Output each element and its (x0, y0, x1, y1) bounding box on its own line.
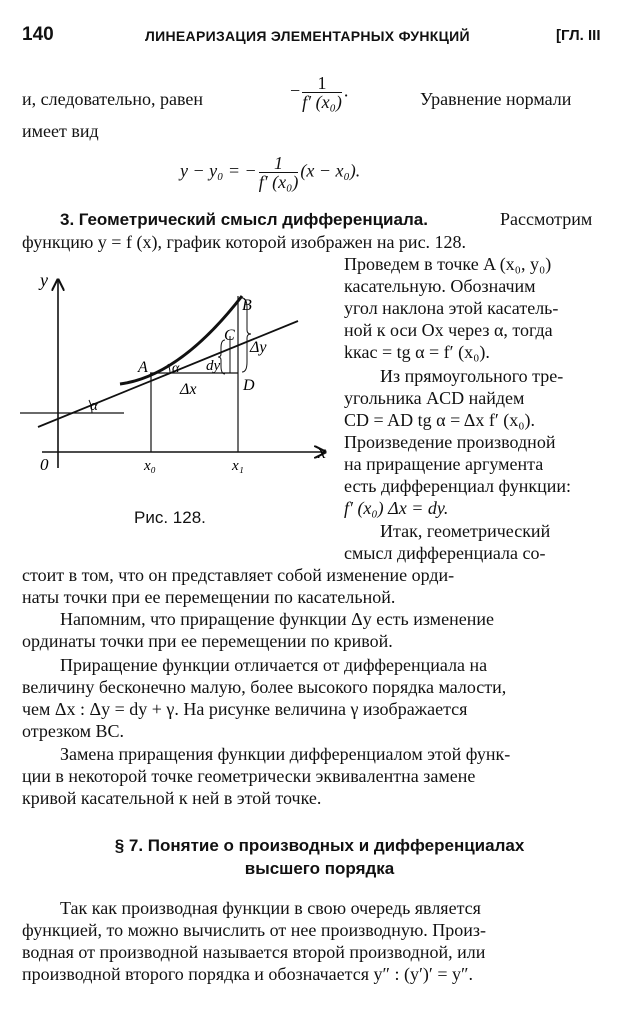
p2-line-2: чем Δx : Δy = dy + γ. На рисунке величина γ изображается (22, 699, 468, 719)
p1-line-0: Напомним, что приращение функции Δy есть изменение (60, 609, 494, 629)
s7-line-3: производной второго порядка и обозначается y″ : (y′)′ = y″. (22, 964, 474, 984)
label-delta-y: Δy (250, 339, 267, 356)
label-x: x (318, 442, 326, 462)
s3-line-17: наты точки при ее перемещении по касательной. (22, 587, 396, 607)
label-D: D (243, 377, 255, 394)
intro-line-1b: Уравнение нормали (420, 89, 572, 109)
intro-line-2: имеет вид (22, 121, 99, 141)
normal-equation: y − y₀ = − $\frac{1}{\text{f′ (x₀)}}$ (x − x₀). (180, 153, 361, 192)
s3-line-6: kкас = tg α = f′ (x₀). (344, 342, 490, 362)
p3-line-0: Замена приращения функции дифференциалом этой функ- (60, 744, 511, 764)
s3-line-15: смысл дифференциала со- (344, 543, 546, 563)
intro-line-1a: и, следовательно, равен (22, 89, 203, 109)
figure-caption: Рис. 128. (134, 508, 206, 527)
s3-line-2: Проведем в точке A (x₀, y₀) (344, 254, 552, 274)
running-title: ЛИНЕАРИЗАЦИЯ ЭЛЕМЕНТАРНЫХ ФУНКЦИЙ (145, 28, 470, 44)
s7-line-1: функцией, то можно вычислить от нее производную. Произ- (22, 920, 487, 940)
label-x1: x₁ (232, 458, 244, 474)
s3-line-0: Рассмотрим (500, 209, 593, 229)
p2-line-1: величину бесконечно малую, более высокого порядка малости, (22, 677, 507, 697)
label-y: y (40, 270, 48, 290)
p3-line-2: кривой касательной к ней в этой точке. (22, 788, 322, 808)
p3-line-1: ции в некоторой точке геометрически эквивалентна замене (22, 766, 476, 786)
s3-line-10: Произведение производной (344, 432, 556, 452)
section-3-heading: 3. Геометрический смысл дифференциала. (60, 210, 428, 229)
chapter-label: [ГЛ. III (556, 27, 601, 44)
label-A: A (138, 359, 148, 376)
s3-line-3: касательную. Обозначим (344, 276, 536, 296)
label-dy: dy (206, 358, 221, 374)
p2-line-0: Приращение функции отличается от дифференциала на (60, 655, 488, 675)
p1-line-1: ординаты точки при ее перемещении по кривой. (22, 631, 393, 651)
s3-line-16: стоит в том, что он представляет собой изменение орди- (22, 565, 455, 585)
label-origin: 0 (40, 455, 49, 474)
section-7-title-line-2: высшего порядка (244, 859, 395, 878)
s3-line-5: ной к оси Ox через α, тогда (344, 320, 553, 340)
section-7-title-line-1: § 7. Понятие о производных и дифференциалах (114, 836, 525, 855)
s7-line-2: водная от производной называется второй производной, или (22, 942, 486, 962)
label-B: B (242, 297, 252, 314)
label-delta-x: Δx (180, 381, 197, 398)
p2-line-3: отрезком BC. (22, 721, 125, 741)
label-x0: x₀ (144, 458, 156, 474)
figure-128 (20, 268, 340, 488)
s3-line-12: есть дифференциал функции: (344, 476, 572, 496)
s3-line-13: f′ (x₀) Δx = dy. (344, 498, 449, 518)
tangent-line (38, 321, 298, 427)
s3-line-7: Из прямоугольного тре- (380, 366, 564, 386)
s3-line-14: Итак, геометрический (380, 521, 551, 541)
s3-line-4: угол наклона этой касатель- (344, 298, 559, 318)
normal-slope-fraction: − $\frac{1}{\text{f′ (x₀)}}$ . (290, 73, 349, 112)
page-number: 140 (22, 24, 54, 45)
s3-line-9: CD = AD tg α = Δx f′ (x₀). (344, 410, 536, 430)
s3-line-11: на приращение аргумента (344, 454, 544, 474)
s3-line-8: угольника ACD найдем (344, 388, 525, 408)
label-C: C (224, 327, 235, 344)
label-alpha-origin: α (90, 398, 98, 414)
label-alpha-small: α (172, 361, 180, 376)
s3-line-1: функцию y = f (x), график которой изображен на рис. 128. (22, 232, 467, 252)
s7-line-0: Так как производная функции в свою очередь является (60, 898, 481, 918)
